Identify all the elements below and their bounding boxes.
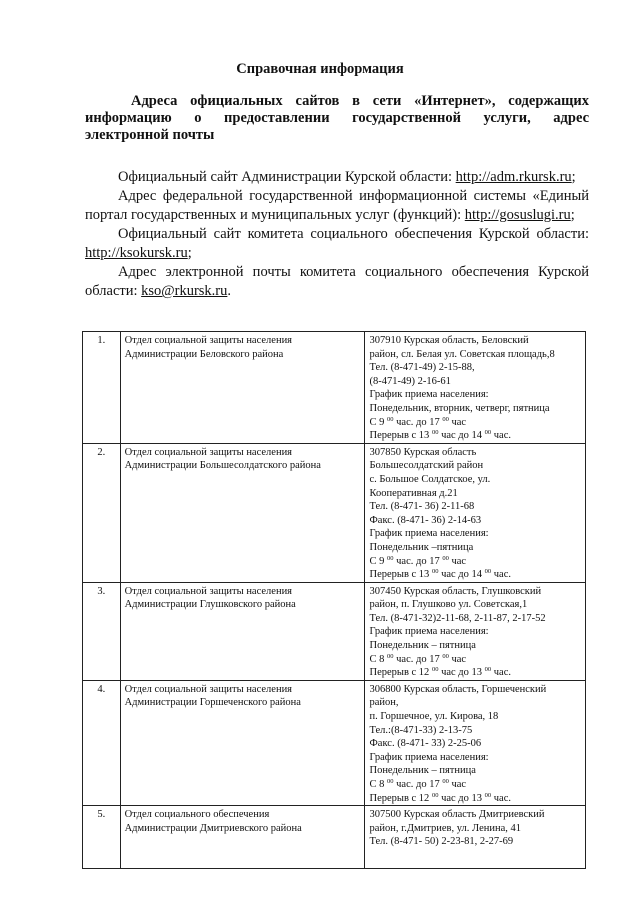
address-line: Факс. (8-471- 36) 2-14-63 bbox=[369, 514, 482, 526]
working-hours bbox=[369, 653, 581, 667]
department-address bbox=[365, 680, 586, 805]
break-sup: 00 bbox=[484, 568, 492, 576]
working-hours bbox=[369, 416, 581, 430]
department-name-line-2: Администрации Беловского района bbox=[124, 348, 284, 360]
break-text: час. bbox=[491, 792, 511, 804]
hours-text: час bbox=[448, 779, 467, 790]
info-email-end: . bbox=[227, 283, 231, 299]
hours-text: час bbox=[448, 653, 467, 665]
email-link[interactable]: kso@rkursk.ru bbox=[141, 283, 228, 299]
info-committee-site-end: ; bbox=[187, 245, 192, 261]
address-line: п. Горшечное, ул. Кирова, 18 bbox=[369, 711, 499, 723]
info-admin-site-text: Официальный сайт Администрации Курской области: bbox=[118, 169, 456, 185]
ksokursk-link[interactable]: http://ksokursk.ru bbox=[85, 245, 188, 261]
address-line: Понедельник – пятница bbox=[369, 640, 476, 652]
hours-text: час. до 17 bbox=[393, 779, 443, 790]
department-name bbox=[120, 443, 365, 582]
address-line: район, п. Глушково ул. Советская,1 bbox=[369, 599, 528, 611]
address-line: с. Большое Солдатское, ул. bbox=[369, 473, 491, 485]
row-number: 1. bbox=[83, 332, 121, 444]
hours-text: С 9 bbox=[369, 416, 387, 428]
department-address bbox=[365, 582, 586, 680]
address-line: График приема населения: bbox=[369, 751, 489, 763]
address-line: 307450 Курская область, Глушковский bbox=[369, 585, 542, 597]
break-text: Перерыв с 13 bbox=[369, 569, 432, 581]
info-email-line-2 bbox=[85, 282, 589, 301]
info-email-line-1: Адрес электронной почты комитета социального обеспечения Курской bbox=[118, 264, 589, 280]
department-address bbox=[365, 806, 586, 869]
department-name-line-2: Администрации Горшеченского района bbox=[124, 697, 301, 709]
table-row bbox=[83, 443, 586, 582]
info-portal-text: портал государственных и муниципальных услуг (функций): bbox=[85, 207, 465, 223]
info-committee-site-line-1: Официальный сайт комитета социального обеспечения Курской области: bbox=[118, 226, 589, 242]
address-line: Тел. (8-471-32)2-11-68, 2-11-87, 2-17-52 bbox=[369, 612, 546, 624]
break-text: час до 13 bbox=[438, 792, 485, 804]
hours-text: час. до 17 bbox=[393, 555, 443, 567]
working-hours bbox=[369, 778, 581, 792]
break-text: час до 14 bbox=[438, 569, 485, 581]
break-text: Перерыв с 12 bbox=[369, 792, 432, 804]
heading-line-2: информацию о предоставлении государственной услуги, адрес bbox=[85, 110, 589, 126]
break-text: час. bbox=[491, 569, 511, 581]
address-line: График приема населения: bbox=[369, 389, 489, 401]
admin-site-link[interactable]: http://adm.rkursk.ru bbox=[455, 169, 572, 185]
department-name-line-2: Администрации Глушковского района bbox=[124, 599, 296, 611]
row-number: 2. bbox=[83, 443, 121, 582]
table-row bbox=[83, 332, 586, 444]
info-email-text: области: bbox=[85, 283, 142, 299]
hours-sup: 00 bbox=[442, 652, 449, 660]
address-line: Факс. (8-471- 33) 2-25-06 bbox=[369, 738, 482, 750]
hours-sup: 00 bbox=[442, 554, 449, 562]
break-text: час. bbox=[491, 430, 511, 442]
info-block bbox=[85, 168, 589, 301]
table-row bbox=[83, 680, 586, 805]
gosuslugi-link[interactable]: http://gosuslugi.ru bbox=[464, 207, 571, 223]
address-line: Тел. (8-471- 36) 2-11-68 bbox=[369, 501, 475, 513]
hours-sup: 00 bbox=[387, 415, 394, 423]
break-text: Перерыв с 12 bbox=[369, 667, 432, 679]
row-number: 4. bbox=[83, 680, 121, 805]
break-sup: 00 bbox=[484, 666, 492, 674]
break-sup: 00 bbox=[484, 791, 492, 799]
address-line: Тел. (8-471-49) 2-15-88, bbox=[369, 362, 475, 374]
address-line: Тел.:(8-471-33) 2-13-75 bbox=[369, 724, 473, 736]
hours-text: час bbox=[448, 555, 467, 567]
address-line: График приема населения: bbox=[369, 528, 489, 540]
address-line: 307500 Курская область Дмитриевский bbox=[369, 809, 545, 821]
row-number: 5. bbox=[83, 806, 121, 869]
heading-line-3: электронной почты bbox=[85, 127, 215, 143]
department-address bbox=[365, 443, 586, 582]
hours-text: С 8 bbox=[369, 653, 387, 665]
department-name bbox=[120, 806, 365, 869]
address-line: район, сл. Белая ул. Советская площадь,8 bbox=[369, 348, 555, 360]
row-number: 3. bbox=[83, 582, 121, 680]
department-name bbox=[120, 680, 365, 805]
address-line: район, bbox=[369, 697, 399, 709]
heading-line-1: Адреса официальных сайтов в сети «Интернет», содержащих bbox=[131, 93, 589, 109]
section-heading bbox=[85, 93, 589, 144]
break-sup: 00 bbox=[431, 568, 439, 576]
break-sup: 00 bbox=[431, 791, 439, 799]
hours-sup: 00 bbox=[387, 778, 394, 785]
table-row bbox=[83, 582, 586, 680]
address-line: Понедельник –пятница bbox=[369, 541, 474, 553]
break-sup: 00 bbox=[431, 666, 439, 674]
break-hours bbox=[369, 568, 581, 582]
break-text: Перерыв с 13 bbox=[369, 430, 432, 442]
department-name-line-1: Отдел социальной защиты населения bbox=[124, 446, 293, 458]
hours-text: С 9 bbox=[369, 555, 387, 567]
departments-table bbox=[82, 331, 586, 869]
info-portal-end: ; bbox=[570, 207, 575, 223]
info-portal-line-2 bbox=[85, 206, 589, 225]
break-sup: 00 bbox=[484, 429, 492, 437]
address-line: Понедельник, вторник, четверг, пятница bbox=[369, 402, 550, 414]
department-name-line-1: Отдел социальной защиты населения bbox=[124, 335, 293, 346]
hours-text: час bbox=[448, 416, 467, 428]
break-text: час до 14 bbox=[438, 430, 485, 442]
address-line: район, г.Дмитриев, ул. Ленина, 41 bbox=[369, 822, 522, 834]
address-line: Кооперативная д.21 bbox=[369, 487, 458, 499]
address-line: 307850 Курская область bbox=[369, 446, 477, 458]
address-line: (8-471-49) 2-16-61 bbox=[369, 375, 451, 387]
address-line: Большесолдатский район bbox=[369, 460, 484, 472]
table-row bbox=[83, 806, 586, 869]
address-line: Тел. (8-471- 50) 2-23-81, 2-27-69 bbox=[369, 836, 514, 848]
info-admin-site-end: ; bbox=[571, 169, 576, 185]
department-name-line-1: Отдел социальной защиты населения bbox=[124, 683, 293, 695]
department-name bbox=[120, 332, 365, 444]
hours-sup: 00 bbox=[442, 778, 449, 785]
department-name-line-1: Отдел социального обеспечения bbox=[124, 809, 270, 821]
break-sup: 00 bbox=[431, 429, 439, 437]
department-name-line-2: Администрации Большесолдатского района bbox=[124, 460, 321, 472]
hours-text: С 8 bbox=[369, 779, 387, 790]
break-hours bbox=[369, 792, 581, 806]
address-line: График приема населения: bbox=[369, 626, 489, 638]
working-hours bbox=[369, 555, 581, 569]
hours-text: час. до 17 bbox=[393, 653, 443, 665]
department-name bbox=[120, 582, 365, 680]
info-committee-site-line-2 bbox=[85, 244, 589, 263]
address-line: Понедельник – пятница bbox=[369, 765, 476, 777]
hours-sup: 00 bbox=[442, 415, 449, 423]
break-text: час. bbox=[491, 667, 511, 679]
department-address bbox=[365, 332, 586, 444]
break-hours bbox=[369, 666, 581, 680]
department-name-line-2: Администрации Дмитриевского района bbox=[124, 822, 302, 834]
hours-sup: 00 bbox=[387, 554, 394, 562]
break-hours bbox=[369, 429, 581, 443]
page-title: Справочная информация bbox=[236, 61, 404, 77]
address-line: 306800 Курская область, Горшеченский bbox=[369, 683, 547, 695]
break-text: час до 13 bbox=[438, 667, 485, 679]
info-portal-line-1: Адрес федеральной государственной информационной системы «Единый bbox=[118, 188, 589, 204]
address-line: 307910 Курская область, Беловский bbox=[369, 335, 529, 346]
hours-text: час. до 17 bbox=[393, 416, 443, 428]
department-name-line-1: Отдел социальной защиты населения bbox=[124, 585, 293, 597]
hours-sup: 00 bbox=[387, 652, 394, 660]
info-admin-site bbox=[85, 168, 589, 187]
